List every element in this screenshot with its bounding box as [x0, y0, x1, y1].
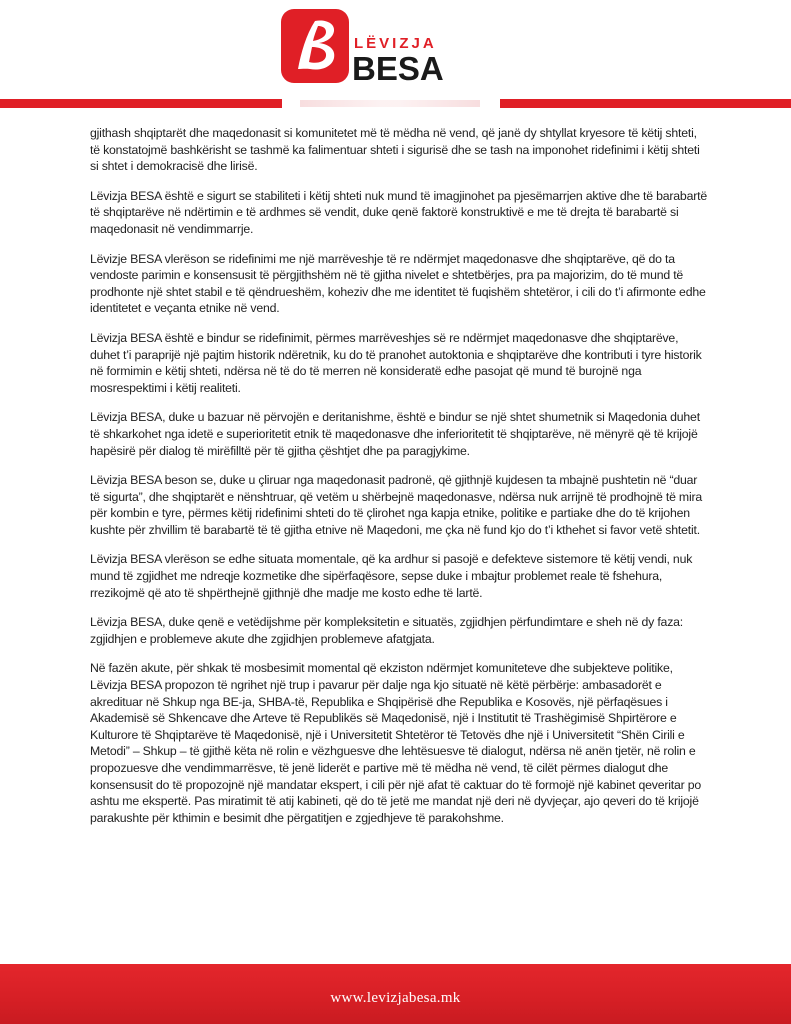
besa-b-logo-icon	[281, 9, 349, 83]
page-footer	[0, 964, 791, 1024]
paragraph: gjithash shqiptarët dhe maqedonasit si komunitetet më të mëdha në vend, që janë dy shtyllat kryesore të këtij shteti, të konstatojmë bashkërisht se tashmë ka falimentuar shteti i sigurisë dhe se tash na imponohet ridefinimi i këtij shteti si shtet i demokracisë dhe lirisë.	[90, 126, 700, 174]
paragraph: Lëvizje BESA vlerëson se ridefinimi me një marrëveshje të re ndërmjet maqedonasve dhe shqiptarëve, që do ta vendoste parimin e konsensusit të përgjithshëm në të gjitha nivelet e shtetbërjes, pra pa majorizim, do të mund të prodhonte një shtet stabil e të qëndrueshëm, koheziv dhe me identitet të fuqishëm shtetëror, i cili do t’i afirmonte edhe identitetet e veçanta etnike në vend.	[90, 251, 706, 316]
paragraph: Lëvizja BESA është e bindur se ridefinimit, përmes marrëveshjes së re ndërmjet maqedonasve dhe shqiptarëve, duhet t’i paraprijë një pajtim historik ndëretnik, ku do të pranohet autoktonia e shqiptarëve dhe kontributi i tyre historik në formimin e këtij shteti, ndërsa në të do të merren në konsideratë edhe pasojat që mund të burojnë nga mosrespektimi i këtij realiteti.	[90, 330, 702, 395]
paragraph: Në fazën akute, për shkak të mosbesimit momental që ekziston ndërmjet komuniteteve dhe subjekteve politike, Lëvizja BESA propozon të ngrihet një trup i pavarur për dalje nga kjo situatë në këtë përbërje: ambasadorët e akredituar në Shkup nga BE-ja, SHBA-të, Republika e Shqipërisë dhe Republika e Kosovës, një përfaqësues i Akademisë së Shkencave dhe Arteve të Republikës së Maqedonisë, një i Institutit të Trashëgimisë Shpirtërore e Kulturore të Shqiptarëve të Maqedonisë, një i Universitetit Shtetëror të Tetovës dhe një i Universitetit “Shën Cirili e Metodi” – Shkup – të gjithë këta në rolin e vëzhguesve dhe lehtësuesve të dialogut, ndërsa në anën tjetër, në rolin e propozuesve dhe vendimmarrësve, të jenë liderët e partive më të mëdha në vend, të cilët përmes dialogut dhe konsensusit do të propozojnë një mandatar ekspert, i cili për një afat të caktuar do të formojë një kabinet qeveritar po ashtu me ekspertë. Pas miratimit të atij kabineti, që do të jetë me mandat një deri në dyvjeçar, ajo qeveri do të krijojë parakushte për kthimin e besimit dhe përgatitjen e zgjedhjeve të parakohshme.	[90, 661, 702, 825]
document-body	[90, 125, 708, 839]
logo-big-text: BESA	[352, 50, 444, 87]
paragraph: Lëvizja BESA është e sigurt se stabiliteti i këtij shteti nuk mund të imagjinohet pa pjesëmarrjen aktive dhe të barabartë të shqiptarëve në ndërtimin e të ardhmes së vendit, duke qenë faktorë konstruktivë e me të drejta të barabartë si maqedonasit në vendimmarrje.	[90, 188, 707, 236]
header-red-bar-right	[500, 99, 791, 108]
footer-website-url: www.levizjabesa.mk	[330, 990, 461, 1006]
paragraph: Lëvizja BESA, duke u bazuar në përvojën e deritanishme, është e bindur se një shtet shumetnik si Maqedonia duhet të shkarkohet nga idetë e superioritetit etnik të maqedonasve dhe inferioritetit të shqiptarëve, në mënyrë që të krijojë hapësirë për dialog të mirëfilltë për të gjitha çështjet dhe pa paragjykime.	[90, 410, 700, 458]
paragraph: Lëvizja BESA, duke qenë e vetëdijshme për kompleksitetin e situatës, zgjidhjen përfundimtare e sheh në dy faza: zgjidhjen e problemeve akute dhe zgjidhjen problemeve afatgjata.	[90, 615, 683, 646]
paragraph: Lëvizja BESA beson se, duke u çliruar nga maqedonasit padronë, që gjithnjë kujdesen ta mbajnë pushtetin në “duar të sigurta”, dhe shqiptarët e nënshtruar, që vetëm u shërbejnë maqedonasve, ndërsa nuk arrijnë të prodhojnë të mira për kombin e tyre, përmes këtij ridefinimi shteti do të çlirohet nga kapja etnike, politike e partiake dhe do të krijohen kushte për zhvillim të barabartë të të gjitha etnive në Maqedoni, me çka në fund kjo do t’i kthehet si favor vetë shtetit.	[90, 473, 703, 537]
logo-small-text: LËVIZJA	[354, 35, 437, 52]
paragraph: Lëvizja BESA vlerëson se edhe situata momentale, që ka ardhur si pasojë e defekteve sistemore të këtij vendi, nuk mund të zgjidhet me ndreqje kozmetike dhe sipërfaqësore, sepse duke i mbajtur problemet reale të fshehura, rrezikojmë që ato të shpërthejnë gjithnjë dhe madje me kosto edhe të lartë.	[90, 552, 693, 600]
page-header	[0, 0, 791, 112]
header-red-bar-left	[0, 99, 282, 108]
header-bar-fade	[300, 100, 480, 107]
